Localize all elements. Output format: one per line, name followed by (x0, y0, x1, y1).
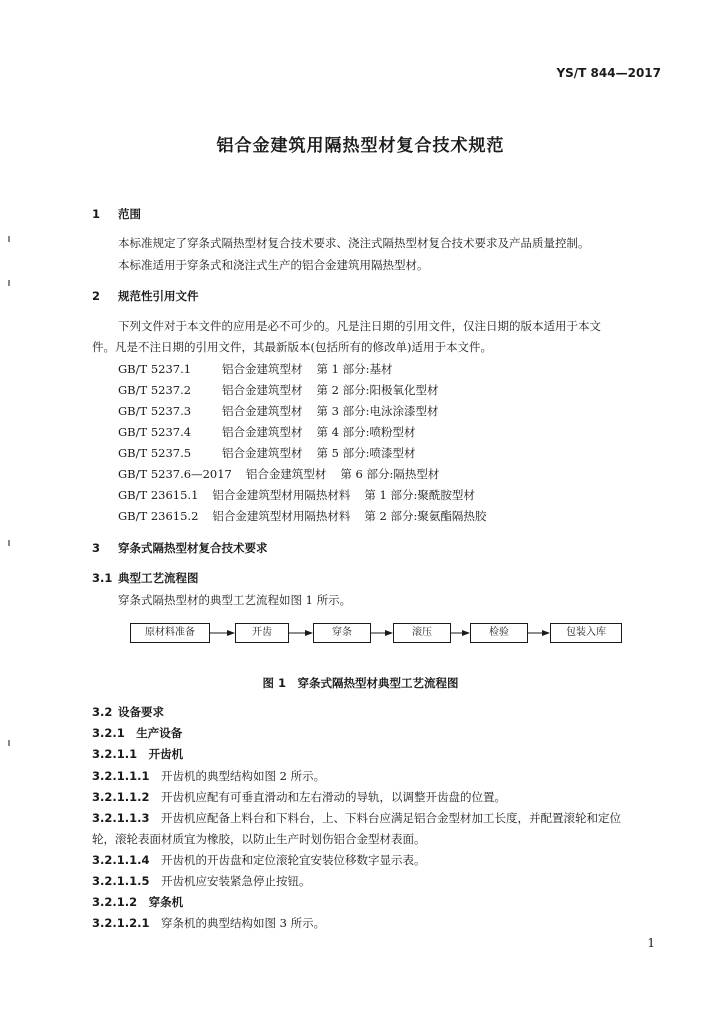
subsection-3-2-heading (92, 704, 164, 720)
reference-code: GB/T 23615.1 (118, 488, 199, 502)
section-number: 3.2.1.1 (92, 747, 138, 761)
section-number: 3 (92, 541, 101, 555)
reference-part: 第 2 部分:聚氨酯隔热胶 (364, 509, 487, 523)
section-number: 2 (92, 289, 101, 303)
reference-code: GB/T 5237.6—2017 (118, 467, 232, 481)
section-number: 1 (92, 207, 101, 221)
clause-number: 3.2.1.1.2 (92, 790, 150, 804)
section-number: 3.2.1 (92, 726, 125, 740)
clause-number: 3.2.1.2.1 (92, 916, 150, 930)
flow-step-rolling: 滚压 (393, 623, 451, 643)
section-title: 典型工艺流程图 (118, 571, 199, 585)
section-title: 穿条式隔热型材复合技术要求 (118, 541, 268, 555)
section-number: 3.1 (92, 571, 113, 585)
reference-title: 铝合金建筑型材用隔热材料 (212, 488, 351, 502)
reference-title: 铝合金建筑型材用隔热材料 (212, 509, 351, 523)
clause (92, 789, 506, 805)
clause (92, 915, 325, 931)
reference-part: 第 3 部分:电泳涂漆型材 (316, 404, 439, 418)
flow-step-strip-insertion: 穿条 (313, 623, 371, 643)
reference-part: 第 6 部分:隔热型材 (340, 467, 440, 481)
clause (92, 768, 325, 784)
section-title: 设备要求 (118, 705, 164, 719)
reference-part: 第 1 部分:基材 (316, 362, 393, 376)
paragraph: 下列文件对于本文件的应用是必不可少的。凡是注日期的引用文件，仅注日期的版本适用于本文 (118, 319, 601, 333)
reference-part: 第 2 部分:阳极氧化型材 (316, 383, 439, 397)
reference-title: 铝合金建筑型材 (222, 404, 303, 418)
reference-code: GB/T 5237.3 (118, 404, 192, 418)
clause-text: 开齿机应配有可垂直滑动和左右滑动的导轨，以调整开齿盘的位置。 (160, 790, 506, 804)
section-number: 3.2.1.2 (92, 895, 138, 909)
clause-number: 3.2.1.1.4 (92, 853, 150, 867)
subsection-3-2-1-heading (92, 725, 182, 741)
clause-number: 3.2.1.1.5 (92, 874, 150, 888)
paragraph: 本标准规定了穿条式隔热型材复合技术要求、浇注式隔热型材复合技术要求及产品质量控制。 (118, 236, 590, 250)
flow-step-inspection: 检验 (470, 623, 528, 643)
clause-number: 3.2.1.1.1 (92, 769, 150, 783)
section-title: 规范性引用文件 (118, 289, 199, 303)
document-title: 铝合金建筑用隔热型材复合技术规范 (216, 136, 505, 156)
flow-step-raw-material: 原材料准备 (130, 623, 210, 643)
subsection-3-2-1-2-heading (92, 894, 183, 910)
clause (92, 852, 425, 868)
clause-number: 3.2.1.1.3 (92, 811, 150, 825)
figure-caption: 图 1 穿条式隔热型材典型工艺流程图 (262, 676, 459, 690)
flow-step-notching: 开齿 (235, 623, 289, 643)
clause-text: 开齿机应配备上料台和下料台，上、下料台应满足铝合金型材加工长度，并配置滚轮和定位 (160, 811, 621, 825)
reference-code: GB/T 5237.2 (118, 383, 192, 397)
subsection-3-2-1-1-heading (92, 746, 183, 762)
paragraph: 本标准适用于穿条式和浇注式生产的铝合金建筑用隔热型材。 (118, 258, 429, 272)
paragraph: 穿条式隔热型材的典型工艺流程如图 1 所示。 (118, 593, 352, 607)
reference-code: GB/T 5237.1 (118, 362, 192, 376)
standard-code: YS/T 844—2017 (556, 66, 661, 80)
reference-part: 第 5 部分:喷漆型材 (316, 446, 416, 460)
clause-continuation: 轮，滚轮表面材质宜为橡胶，以防止生产时划伤铝合金型材表面。 (92, 832, 426, 846)
margin-mark (8, 740, 10, 746)
clause-text: 开齿机的开齿盘和定位滚轮宜安装位移数字显示表。 (160, 853, 426, 867)
reference-title: 铝合金建筑型材 (222, 446, 303, 460)
reference-part: 第 4 部分:喷粉型材 (316, 425, 416, 439)
reference-code: GB/T 5237.4 (118, 425, 192, 439)
clause-text: 开齿机的典型结构如图 2 所示。 (160, 769, 326, 783)
clause-text: 穿条机的典型结构如图 3 所示。 (160, 916, 326, 930)
reference-title: 铝合金建筑型材 (222, 383, 303, 397)
section-number: 3.2 (92, 705, 113, 719)
reference-title: 铝合金建筑型材 (245, 467, 327, 481)
section-title: 范围 (118, 207, 141, 221)
clause (92, 810, 621, 826)
reference-code: GB/T 23615.2 (118, 509, 199, 523)
reference-part: 第 1 部分:聚酰胺型材 (364, 488, 475, 502)
clause (92, 873, 310, 889)
section-title: 穿条机 (148, 895, 184, 909)
page-number: 1 (647, 936, 655, 950)
section-title: 生产设备 (136, 726, 183, 740)
reference-title: 铝合金建筑型材 (222, 425, 303, 439)
paragraph: 件。凡是不注日期的引用文件，其最新版本(包括所有的修改单)适用于本文件。 (92, 340, 492, 354)
reference-title: 铝合金建筑型材 (222, 362, 303, 376)
flow-step-packing: 包装入库 (550, 623, 622, 643)
reference-code: GB/T 5237.5 (118, 446, 192, 460)
section-title: 开齿机 (148, 747, 184, 761)
clause-text: 开齿机应安装紧急停止按钮。 (160, 874, 311, 888)
